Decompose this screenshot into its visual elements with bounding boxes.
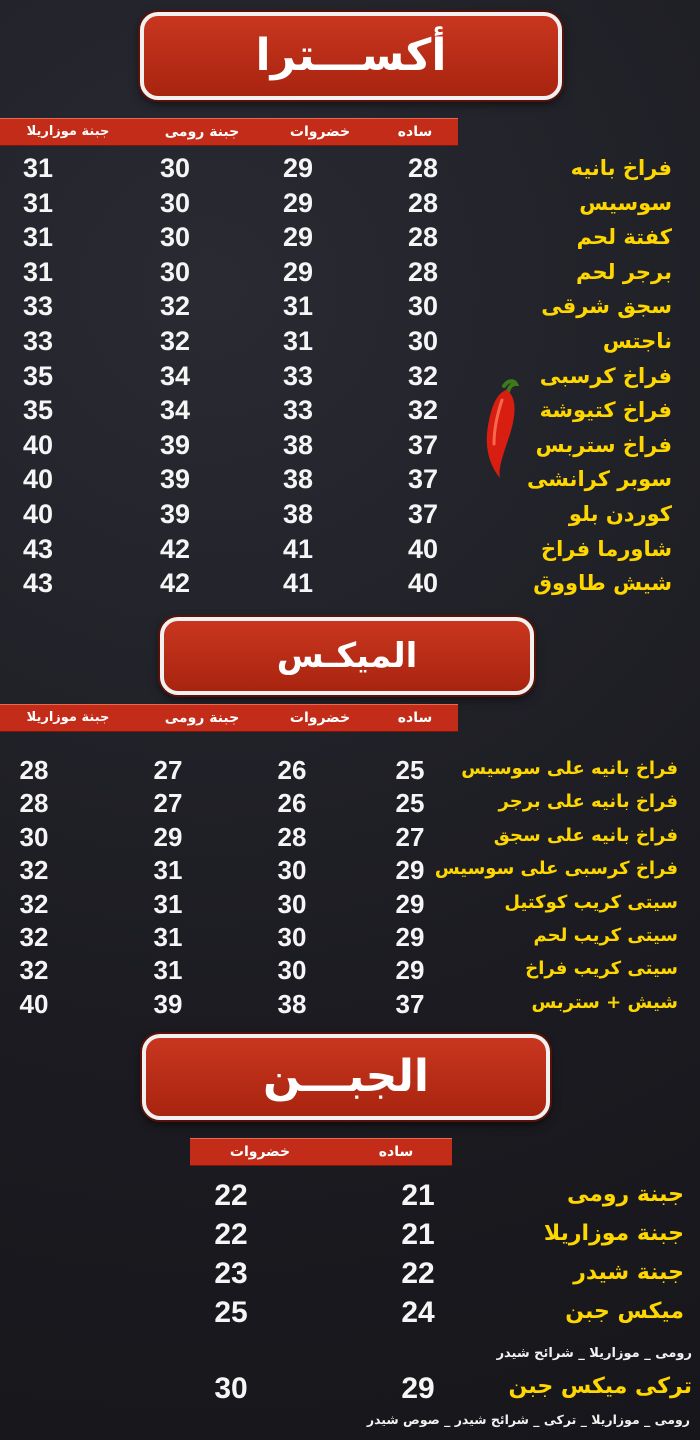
cheese-item-name: ميكس جبن [565,1299,684,1324]
mix-item-price: 25 [395,788,425,819]
extra-item-price: 29 [282,153,314,183]
mix-item-price: 29 [395,855,425,886]
extra-item-name: فراخ بانيه [570,156,672,180]
extra-item-price: 32 [407,395,439,426]
mix-item-price: 38 [277,988,307,1019]
mix-item-price: 37 [395,988,425,1019]
extra-item-name: فراخ ستربس [535,432,672,457]
mix-item-price: 30 [277,888,307,919]
extra-item-price: 38 [282,464,314,495]
mix-item-price: 39 [153,988,183,1019]
extra-item-name: شاورما فراخ [540,536,672,561]
mix-item-price: 31 [153,888,183,919]
extra-item-price: 29 [282,256,314,287]
cheese-item-price: 22 [401,1257,435,1290]
extra-header-plain: ساده [397,124,433,140]
extra-item-price: 28 [407,222,439,253]
mix-header-vegetables: خضروات [289,710,351,726]
mix-item-price: 30 [277,955,307,986]
cheese-section-title: الجبـــن [142,1034,550,1120]
mix-item-price: 32 [19,955,49,986]
cheese-header-vegetables: خضروات [229,1144,291,1160]
extra-item-price: 38 [282,429,314,460]
extra-header-bar [0,118,458,146]
extra-item-price: 41 [282,533,314,564]
cheese-item-price: 23 [214,1257,248,1290]
extra-item-price: 33 [22,326,54,356]
mix-item-price: 28 [19,755,49,785]
extra-item-price: 42 [159,568,191,599]
mix-item-price: 25 [395,755,425,785]
mix-item-price: 26 [277,755,307,785]
cheese-item-name: جبنة رومى [566,1182,684,1207]
extra-item-price: 31 [22,256,54,287]
mix-item-price: 29 [395,955,425,986]
mix-item-price: 31 [153,855,183,886]
mix-item-price: 27 [395,821,425,852]
mix-item-price: 30 [19,821,49,852]
extra-item-name: شيش طاووق [533,571,672,596]
mix-item-name: سيتى كريب فراخ [525,958,678,980]
extra-item-price: 29 [282,222,314,253]
mix-header-mozzarella: جبنة موزاريلا [26,710,110,725]
extra-item-price: 30 [407,326,439,356]
mix-item-name: فراخ بانيه على برجر [498,791,678,813]
extra-item-name: سجق شرقى [541,294,672,319]
turkey-mix-name: تركى ميكس جبن [508,1374,692,1399]
turkey-mix-note: رومى _ موزاريلا _ تركى _ شرائح شيدر _ صوص شيدر [366,1412,690,1427]
mix-item-price: 26 [277,788,307,819]
cheese-item-price: 24 [401,1296,435,1329]
mix-item-price: 30 [277,922,307,952]
mix-item-price: 28 [277,821,307,852]
extra-item-price: 37 [407,499,439,529]
extra-item-price: 28 [407,153,439,183]
extra-item-price: 34 [159,395,191,426]
extra-item-name: كوردن بلو [568,502,672,526]
cheese-item-name: جبنة موزاريلا [543,1221,684,1246]
extra-item-price: 40 [22,464,54,495]
extra-item-name: برجر لحم [576,259,672,284]
cheese-header-plain: ساده [378,1144,414,1160]
mix-header-bar [0,704,458,732]
extra-header-roumi: جبنة رومى [164,124,240,140]
extra-item-price: 39 [159,464,191,495]
extra-item-price: 33 [22,291,54,322]
extra-item-name: ناجتس [602,329,672,353]
extra-item-price: 35 [22,360,54,391]
mix-item-price: 27 [153,788,183,819]
extra-item-name: سوسيس [579,190,672,215]
extra-item-price: 40 [22,429,54,460]
extra-item-price: 30 [159,153,191,183]
mix-header-plain: ساده [397,710,433,726]
extra-item-price: 30 [159,256,191,287]
mix-item-name: سيتى كريب لحم [533,925,678,946]
cheese-item-price: 22 [214,1179,248,1212]
extra-item-price: 30 [407,291,439,322]
extra-item-price: 38 [282,499,314,529]
mix-item-name: فراخ بانيه على سجق [493,824,678,846]
extra-section-title: أكســـترا [140,12,562,100]
extra-item-price: 30 [159,187,191,218]
mix-item-price: 29 [395,922,425,952]
extra-item-price: 32 [159,291,191,322]
extra-item-price: 32 [159,326,191,356]
extra-item-price: 31 [282,291,314,322]
extra-item-price: 33 [282,360,314,391]
mix-item-price: 32 [19,888,49,919]
extra-item-price: 37 [407,429,439,460]
extra-item-price: 43 [22,568,54,599]
mix-item-price: 32 [19,922,49,952]
mix-item-name: فراخ كرسبى على سوسيس [434,858,678,880]
extra-item-price: 32 [407,360,439,391]
mix-header-roumi: جبنة رومى [164,710,240,726]
extra-item-price: 40 [22,499,54,529]
mix-item-price: 31 [153,922,183,952]
cheese-item-name: جبنة شيدر [573,1260,684,1285]
mix-item-price: 40 [19,988,49,1019]
cheese-header-bar [190,1138,452,1166]
extra-item-price: 34 [159,360,191,391]
turkey-mix-price-vegetables: 30 [214,1372,248,1405]
mix-item-name: فراخ بانيه على سوسيس [461,758,678,779]
cheese-item-price: 25 [214,1296,248,1329]
chili-pepper-icon [478,378,522,482]
extra-item-price: 31 [282,326,314,356]
extra-item-price: 28 [407,256,439,287]
extra-item-price: 33 [282,395,314,426]
mix-item-price: 28 [19,788,49,819]
extra-item-price: 31 [22,187,54,218]
extra-item-name: كفتة لحم [576,225,672,250]
extra-item-price: 37 [407,464,439,495]
extra-item-price: 42 [159,533,191,564]
extra-item-name: فراخ كرسبى [539,363,672,388]
mix-item-price: 31 [153,955,183,986]
extra-item-price: 39 [159,429,191,460]
extra-item-price: 39 [159,499,191,529]
mix-item-price: 32 [19,855,49,886]
turkey-mix-price-plain: 29 [401,1372,435,1405]
extra-header-vegetables: خضروات [289,124,351,140]
extra-item-price: 31 [22,222,54,253]
extra-header-mozzarella: جبنة موزاريلا [26,124,110,139]
extra-item-price: 43 [22,533,54,564]
extra-item-price: 28 [407,187,439,218]
mix-item-price: 27 [153,755,183,785]
mix-item-price: 29 [153,821,183,852]
mix-item-name: شيش + ستربس [531,991,678,1013]
cheese-item-price: 21 [401,1218,435,1251]
cheese-item-price: 22 [214,1218,248,1251]
extra-item-price: 40 [407,533,439,564]
mix-item-price: 30 [277,855,307,886]
extra-item-price: 30 [159,222,191,253]
mix-item-name: سيتى كريب كوكتيل [504,891,678,913]
extra-item-price: 35 [22,395,54,426]
mix-section-title: الميكـس [160,617,534,695]
cheese-mix-note: رومى _ موزاريلا _ شرائح شيدر [496,1346,692,1361]
extra-item-price: 29 [282,187,314,218]
mix-item-price: 29 [395,888,425,919]
extra-item-price: 31 [22,153,54,183]
extra-item-price: 41 [282,568,314,599]
extra-item-name: سوبر كرانشى [526,467,672,492]
extra-item-name: فراخ كتيوشة [539,398,672,423]
extra-item-price: 40 [407,568,439,599]
cheese-item-price: 21 [401,1179,435,1212]
